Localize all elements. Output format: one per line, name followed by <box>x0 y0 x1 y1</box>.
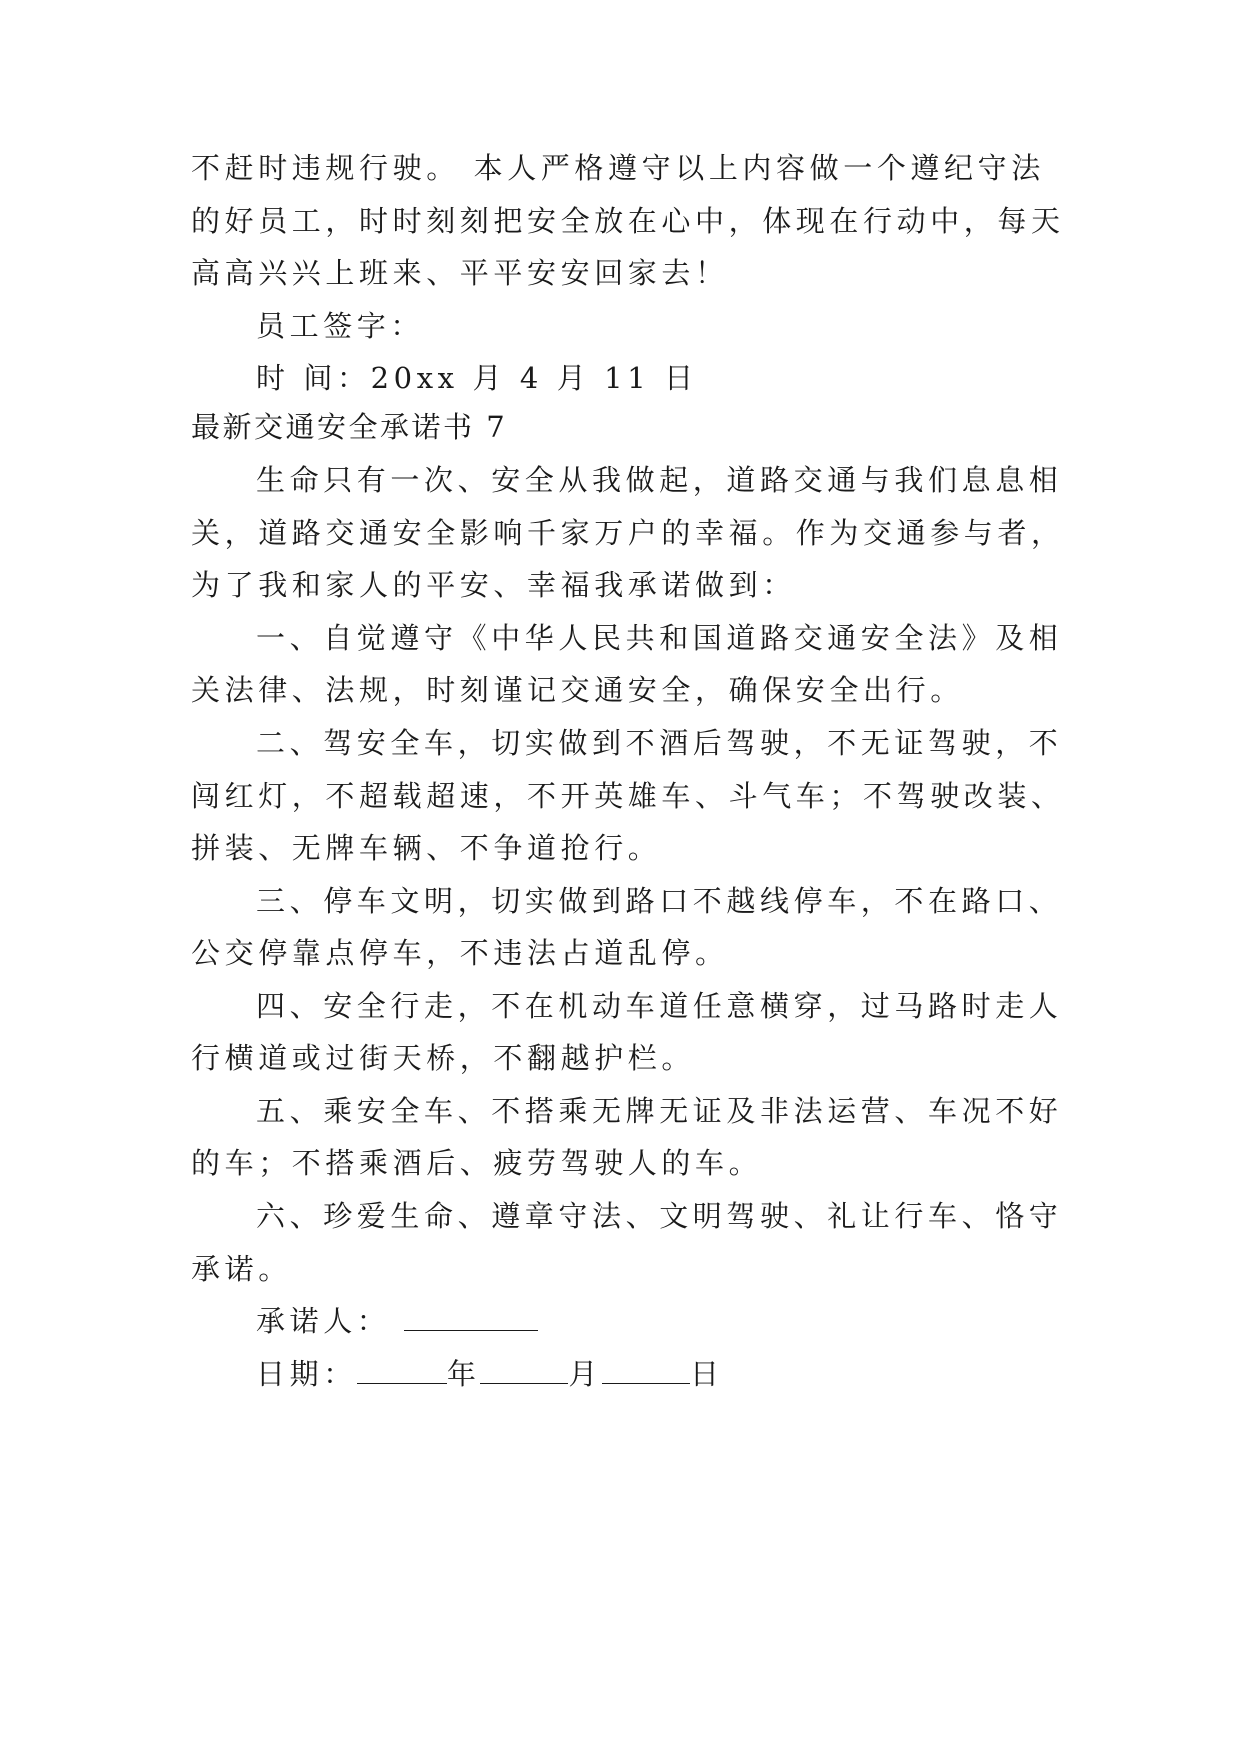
date-row <box>256 1354 1136 1394</box>
paragraph-line: 公交停靠点停车，不违法占道乱停。 <box>191 936 729 970</box>
paragraph-line: 五、乘安全车、不搭乘无牌无证及非法运营、车况不好 <box>256 1094 1063 1128</box>
month-label: 月 <box>568 1357 603 1391</box>
paragraph-line: 生命只有一次、安全从我做起，道路交通与我们息息相 <box>256 463 1063 497</box>
promisor-signature-blank <box>404 1306 538 1331</box>
day-label: 日 <box>690 1357 724 1391</box>
paragraph-line: 一、自觉遵守《中华人民共和国道路交通安全法》及相 <box>256 621 1063 655</box>
paragraph-line: 三、停车文明，切实做到路口不越线停车，不在路口、 <box>256 884 1063 918</box>
employee-signature-label: 员工签字： <box>256 309 425 343</box>
paragraph-line: 六、珍爱生命、遵章守法、文明驾驶、礼让行车、恪守 <box>256 1199 1063 1233</box>
paragraph-line: 的车；不搭乘酒后、疲劳驾驶人的车。 <box>191 1146 763 1180</box>
paragraph-line: 关法律、法规，时刻谨记交通安全，确保安全出行。 <box>191 673 964 707</box>
promisor-label: 承诺人： <box>256 1304 391 1338</box>
paragraph-line: 二、驾安全车，切实做到不酒后驾驶，不无证驾驶，不 <box>256 726 1063 760</box>
paragraph-line: 的好员工，时时刻刻把安全放在心中，体现在行动中，每天 <box>191 204 1065 238</box>
paragraph-line: 高高兴兴上班来、平平安安回家去！ <box>191 256 729 290</box>
year-label: 年 <box>446 1357 481 1391</box>
paragraph-line: 承诺。 <box>191 1252 292 1286</box>
paragraph-line: 四、安全行走，不在机动车道任意横穿，过马路时走人 <box>256 989 1063 1023</box>
year-blank <box>357 1359 447 1384</box>
paragraph-line: 不赶时违规行驶。 本人严格遵守以上内容做一个遵纪守法 <box>191 151 1045 185</box>
date-label: 日期： <box>256 1357 357 1391</box>
month-blank <box>480 1359 568 1384</box>
paragraph-line: 为了我和家人的平安、幸福我承诺做到： <box>191 568 796 602</box>
promisor-row <box>256 1301 1136 1341</box>
paragraph-line: 行横道或过街天桥，不翻越护栏。 <box>191 1041 696 1075</box>
paragraph-line: 关，道路交通安全影响千家万户的幸福。作为交通参与者， <box>191 516 1065 550</box>
paragraph-line: 闯红灯，不超载超速，不开英雄车、斗气车；不驾驶改装、 <box>191 779 1065 813</box>
date-line: 时 间：20xx 月 4 月 11 日 <box>256 361 698 395</box>
day-blank <box>602 1359 690 1384</box>
section-heading: 最新交通安全承诺书 7 <box>191 410 508 444</box>
paragraph-line: 拼装、无牌车辆、不争道抢行。 <box>191 831 662 865</box>
